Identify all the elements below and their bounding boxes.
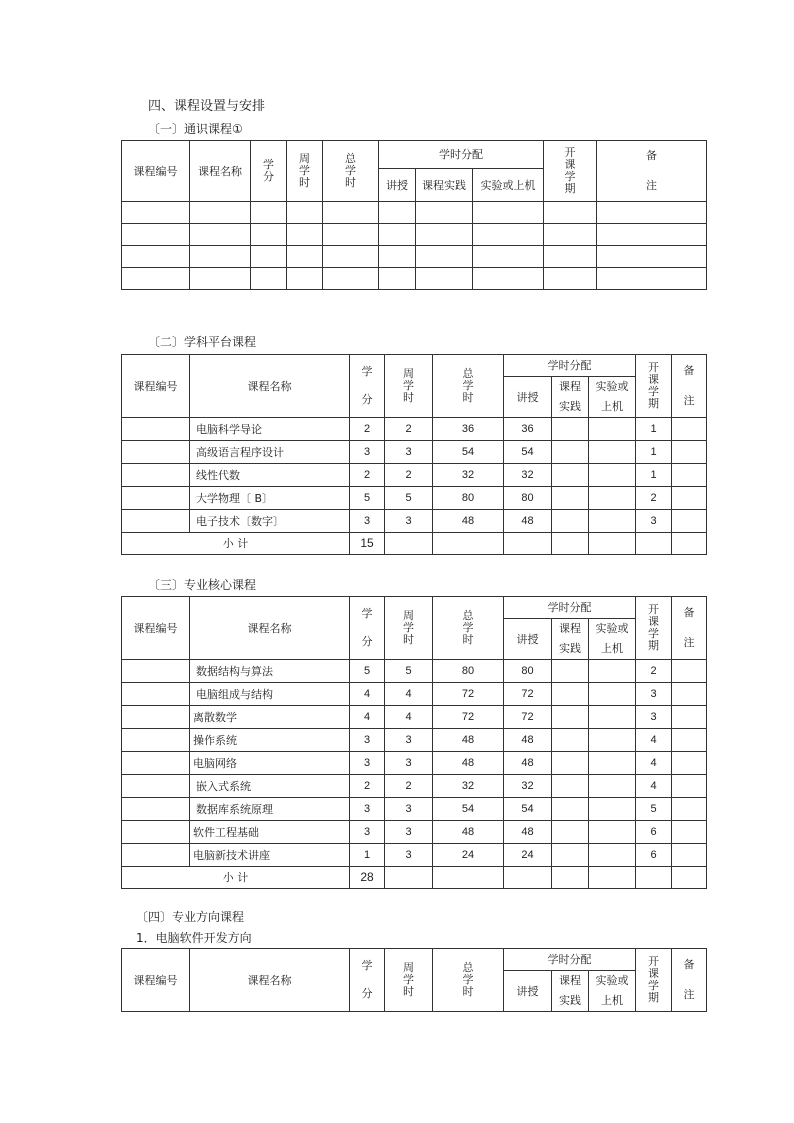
- header-semester: 开课学期: [544, 141, 597, 202]
- header-credit: 学分: [350, 355, 385, 418]
- header-lab: 实验或上机: [589, 619, 636, 660]
- header-total: 总学时: [433, 949, 504, 1012]
- header-code: 课程编号: [122, 355, 190, 418]
- header-name: 课程名称: [190, 597, 350, 660]
- header-weekly: 周学时: [385, 355, 433, 418]
- table-row: 操作系统 3 3 48 48 4: [122, 729, 707, 752]
- header-weekly: 周学时: [287, 141, 323, 202]
- table-row: 电脑网络 3 3 48 48 4: [122, 752, 707, 775]
- header-weekly: 周学时: [385, 949, 433, 1012]
- header-practice: 课程实践: [552, 377, 589, 418]
- header-practice: 课程实践: [416, 169, 473, 202]
- table-row: [122, 202, 707, 224]
- subtotal-value: 15: [350, 533, 385, 555]
- header-lab: 实验或上机: [473, 169, 544, 202]
- header-lab: 实验或上机: [589, 971, 636, 1012]
- subtotal-value: 28: [350, 867, 385, 889]
- header-lecture: 讲授: [504, 971, 552, 1012]
- table-row: [122, 268, 707, 290]
- header-credit: 学分: [350, 597, 385, 660]
- direction-courses-table: [121, 948, 707, 1012]
- table-row: 线性代数 2 2 32 32 1: [122, 464, 707, 487]
- section1-title: 〔一〕通识课程①: [148, 122, 243, 136]
- header-name: 课程名称: [190, 949, 350, 1012]
- header-dist: 学时分配: [504, 949, 636, 971]
- section2-title: 〔二〕学科平台课程: [148, 335, 257, 349]
- header-dist: 学时分配: [379, 141, 544, 169]
- header-lecture: 讲授: [379, 169, 416, 202]
- core-courses-table: [121, 596, 707, 889]
- header-practice: 课程实践: [552, 971, 589, 1012]
- table-row: 数据库系统原理 3 3 54 54 5: [122, 798, 707, 821]
- section3-title: 〔三〕专业核心课程: [148, 578, 257, 592]
- subtotal-row: [122, 867, 707, 889]
- subtotal-label: 小 计: [122, 533, 350, 555]
- header-dist: 学时分配: [504, 597, 636, 619]
- header-note: 备注: [672, 355, 707, 418]
- table-row: 嵌入式系统 2 2 32 32 4: [122, 775, 707, 798]
- header-lecture: 讲授: [504, 377, 552, 418]
- table-row: 大学物理〔 B〕 5 5 80 80 2: [122, 487, 707, 510]
- header-dist: 学时分配: [504, 355, 636, 377]
- table-row: 电脑组成与结构 4 4 72 72 3: [122, 683, 707, 706]
- table-row: [122, 224, 707, 246]
- header-lecture: 讲授: [504, 619, 552, 660]
- table-row: 电子技术〔数字〕 3 3 48 48 3: [122, 510, 707, 533]
- table-row: 软件工程基础 3 3 48 48 6: [122, 821, 707, 844]
- header-credit: 学分: [350, 949, 385, 1012]
- header-semester: 开课学期: [636, 949, 672, 1012]
- subtotal-row: [122, 533, 707, 555]
- header-note: 备注: [597, 141, 707, 202]
- header-code: 课程编号: [122, 949, 190, 1012]
- table-row: [122, 246, 707, 268]
- header-total: 总学时: [433, 597, 504, 660]
- header-code: 课程编号: [122, 597, 190, 660]
- header-code: 课程编号: [122, 141, 190, 202]
- platform-courses-table: [121, 354, 707, 555]
- subtotal-label: 小 计: [122, 867, 350, 889]
- header-lab: 实验或上机: [589, 377, 636, 418]
- header-name: 课程名称: [190, 355, 350, 418]
- table-row: 离散数学 4 4 72 72 3: [122, 706, 707, 729]
- table-row: 电脑科学导论 2 2 36 36 1: [122, 418, 707, 441]
- header-name: 课程名称: [190, 141, 251, 202]
- table-row: 高级语言程序设计 3 3 54 54 1: [122, 441, 707, 464]
- header-total: 总学时: [323, 141, 379, 202]
- header-note: 备注: [672, 949, 707, 1012]
- header-semester: 开课学期: [636, 355, 672, 418]
- header-semester: 开课学期: [636, 597, 672, 660]
- header-note: 备注: [672, 597, 707, 660]
- header-credit: 学分: [251, 141, 287, 202]
- general-courses-table: [121, 140, 707, 290]
- section4-subtitle: 1．电脑软件开发方向: [136, 931, 252, 945]
- header-practice: 课程实践: [552, 619, 589, 660]
- section4-title: 〔四〕专业方向课程: [136, 910, 245, 924]
- header-total: 总学时: [433, 355, 504, 418]
- table-row: 数据结构与算法 5 5 80 80 2: [122, 660, 707, 683]
- table-row: 电脑新技术讲座 1 3 24 24 6: [122, 844, 707, 867]
- section-heading: 四、课程设置与安排: [148, 99, 266, 114]
- header-weekly: 周学时: [385, 597, 433, 660]
